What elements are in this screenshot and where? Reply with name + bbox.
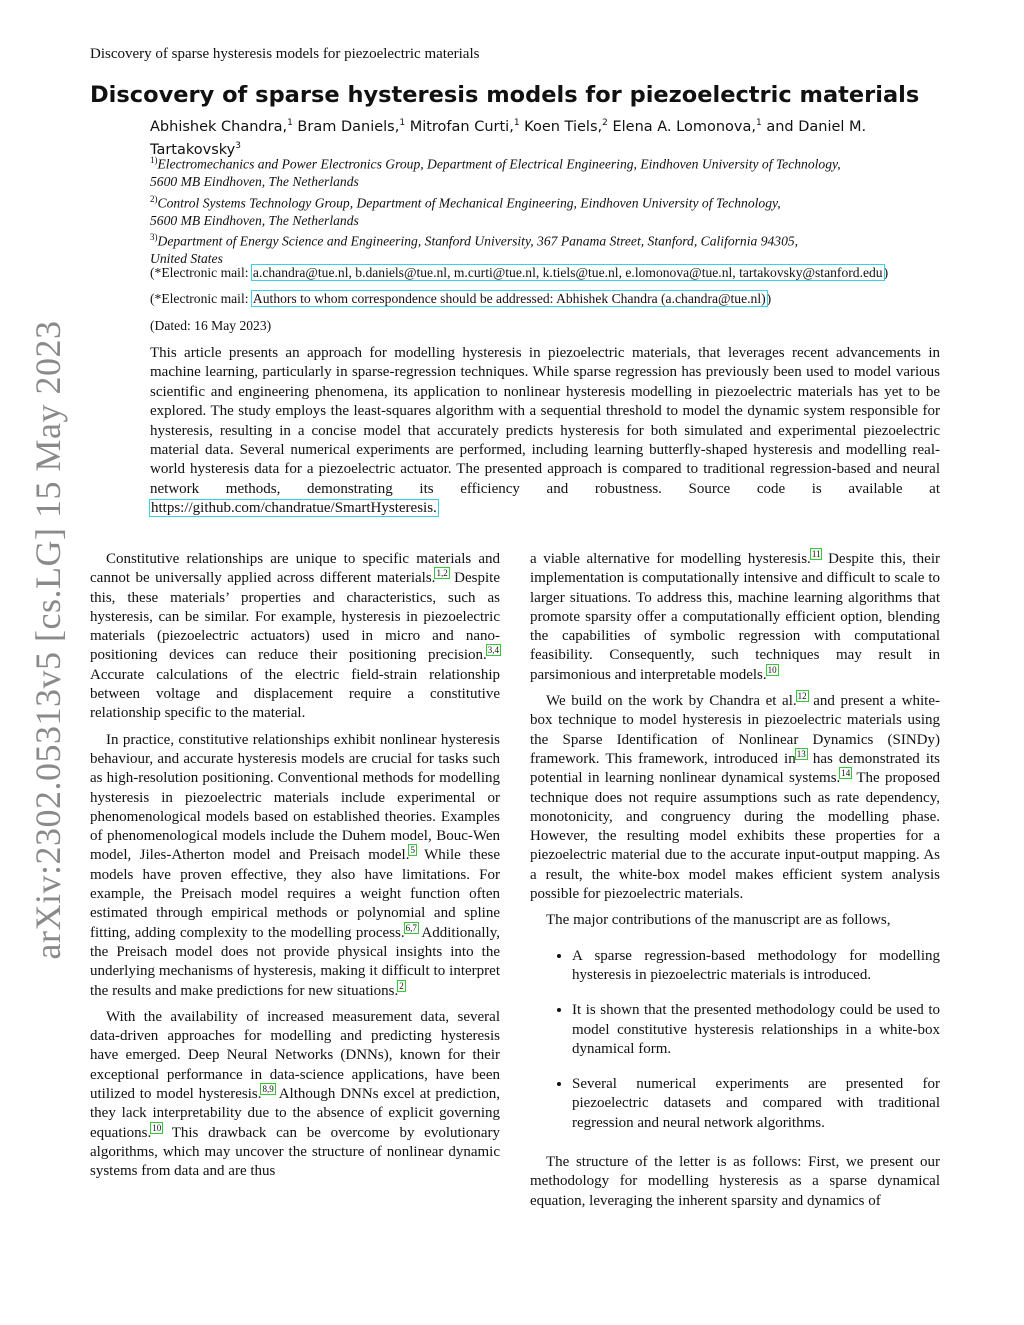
author: Elena A. Lomonova,$^1$ [612,118,762,135]
email-line: (*Electronic mail: a.chandra@tue.nl, b.daniels@tue.nl, m.curti@tue.nl, k.tiels@tue.nl, e.lomonova@tue.nl, tartakovsky@stanford.edu) [150,265,889,280]
paper-title: Discovery of sparse hysteresis models for piezoelectric materials [90,82,920,108]
citation-link[interactable]: 1,2 [436,568,448,579]
paragraph: Constitutive relationships are unique to specific materials and cannot be universally applied across different materials.$^{1,2}$ Despite this, these materials’ properties and characteristics, such as hysteresis, can be similar. For example, hysteresis in piezoelectric materials (piezoelectric actuators) used in micro and nano-positioning devices can reduce their positioning precision.$^{3,4}$ Accurate calculations of the electric field-strain relationship between voltage and displacement require a constitutive relationship specific to the material. [90,551,500,722]
correspondence-line: (*Electronic mail: Authors to whom correspondence should be addressed: Abhishek Chandra (a.chandra@tue.nl)) [150,291,772,306]
contributions-list [530,947,940,1133]
abstract: This article presents an approach for modelling hysteresis in piezoelectric materials, that leverages recent advancements in machine learning, particularly in sparse-regression techniques. While sparse regression has previously been used to model various scientific and engineering phenomena, its application to nonlinear hysteresis modelling in piezoelectric materials has yet to be explored. The study employs the least-squares algorithm with a sequential threshold to model the dynamic system responsible for hysteresis, resulting in a concise model that accurately predicts hysteresis for both simulated and experimental piezoelectric material data. Several numerical experiments are performed, including learning butterfly-shaped hysteresis and modelling real-world hysteresis data for a piezoelectric actuator. The presented approach is compared to traditional regression-based and neural network methods, demonstrating its efficiency and robustness. Source code is available at https://github.com/chandratue/SmartHysteresis. [150,345,940,517]
list-item: • It is shown that the presented methodology could be used to model constitutive hysteresis relationships in a white-box dynamical form. [572,1001,940,1059]
paragraph: a viable alternative for modelling hysteresis.$^{11}$ Despite this, their implementation is computationally intensive and difficult to scale to larger situations. To address this, machine learning algorithms that promote sparsity offer a computationally efficient option, blending the capabilities of symbolic regression with computational feasibility. Consequently, such techniques may result in parsimonious and interpretable models.$^{10}$ [530,549,940,683]
citation-link[interactable]: 10 [152,1122,162,1133]
affiliation: $^{3)}$Department of Energy Science and Engineering, Stanford University, 367 Panama Street, Stanford, California 94305, United States [150,232,799,267]
citation-link[interactable]: 8,9 [262,1084,274,1095]
left-column [90,550,500,1189]
arxiv-sidebar [18,320,78,960]
right-column [530,550,940,1218]
citation-link[interactable]: 13 [796,748,806,759]
list-item: • A sparse regression-based methodology for modelling hysteresis in piezoelectric materials is introduced. [572,947,940,986]
citation-link[interactable]: 11 [811,549,821,559]
author: Mitrofan Curti,$^1$ [409,118,520,135]
author: Koen Tiels,$^2$ [524,118,608,135]
citation-link[interactable]: 3,4 [487,645,499,656]
arxiv-identifier: arXiv:2302.05313v5 [cs.LG] 15 May 2023 [28,320,68,960]
citation-link[interactable]: 6,7 [405,922,417,933]
affiliation: $^{1)}$Electromechanics and Power Electronics Group, Department of Electrical Engineering, Eindhoven University of Technology, 5600 MB Eindhoven, The Netherlands [150,155,841,190]
affiliation: $^{2)}$Control Systems Technology Group, Department of Mechanical Engineering, Eindhoven University of Technology, 5600 MB Eindhoven, The Netherlands [150,193,781,228]
paragraph: With the availability of increased measurement data, several data-driven approaches for modelling and predicting hysteresis have emerged. Deep Neural Networks (DNNs), known for their exceptional performance in data-science applications, have been utilized to model hysteresis.$^{8,9}$ Although DNNs excel at prediction, they lack interpretability due to the absence of explicit governing equations.$^{10}$ This drawback can be overcome by evolutionary algorithms, which may uncover the structure of nonlinear dynamic systems from data and are thus [90,1008,500,1180]
citation-link[interactable]: 5 [410,845,415,856]
source-code-link[interactable]: https://github.com/chandratue/SmartHysteresis. [151,500,437,517]
citation-link[interactable]: 2 [399,980,404,991]
paragraph: In practice, constitutive relationships exhibit nonlinear hysteresis behaviour, and accurate hysteresis models are crucial for tasks such as high-resolution positioning. Conventional methods for modelling hysteresis in piezoelectric materials include experimental or phenomenological models based on established theories. Examples of phenomenological models include the Duhem model, Bouc-Wen model, Jiles-Atherton model and Preisach model.$^5$ While these models have proven effective, they also have limitations. For example, the Preisach model requires a weight function often estimated through empirical methods or polynomial and spline fitting, adding complexity to the modelling process.$^{6,7}$ Additionally, the Preisach model does not provide physical insights into the underlying mechanisms of hysteresis, making it difficult to interpret the results and make predictions for new situations.$^2$ [90,731,501,999]
email-link[interactable]: a.chandra@tue.nl, b.daniels@tue.nl, m.curti@tue.nl, k.tiels@tue.nl, e.lomonova@tue.nl, tartakovsky@stanford.edu [252,265,883,280]
paragraph: We build on the work by Chandra et al.$^{12}$ and present a white-box technique to model hysteresis in piezoelectric materials using the Sparse Identification of Nonlinear Dynamics (SINDy) framework. This framework, introduced in$^{13}$ has demonstrated its potential in learning nonlinear dynamical systems.$^{14}$ The proposed technique does not require assumptions such as rate dependency, monotonicity, and congruency during the modelling phase. However, the resulting model exhibits these properties for a piezoelectric material due to the accurate input-output mapping. As a result, the white-box model makes efficient system analysis possible for piezoelectric materials. [530,691,940,903]
affiliations [150,152,940,268]
correspondence-link[interactable]: Authors to whom correspondence should be addressed: Abhishek Chandra (a.chandra@tue.nl) [252,291,766,306]
author: Abhishek Chandra,$^1$ [150,118,293,135]
paragraph: The structure of the letter is as follows: First, we present our methodology for modelling hysteresis as a sparse dynamical equation, leveraging the inherent sparsity and dynamics of [530,1154,940,1209]
citation-link[interactable]: 12 [797,691,807,702]
date-line: (Dated: 16 May 2023) [150,318,272,333]
citation-link[interactable]: 10 [767,664,777,675]
author: Bram Daniels,$^1$ [297,118,406,135]
list-item: • Several numerical experiments are presented for piezoelectric datasets and compared with traditional regression and neural network algorithms. [572,1075,940,1133]
citation-link[interactable]: 14 [841,768,851,779]
author: and Daniel M. Tartakovsky$^3$ [150,118,867,158]
paragraph: The major contributions of the manuscript are as follows, [546,912,891,929]
running-header: Discovery of sparse hysteresis models for piezoelectric materials [90,46,480,62]
